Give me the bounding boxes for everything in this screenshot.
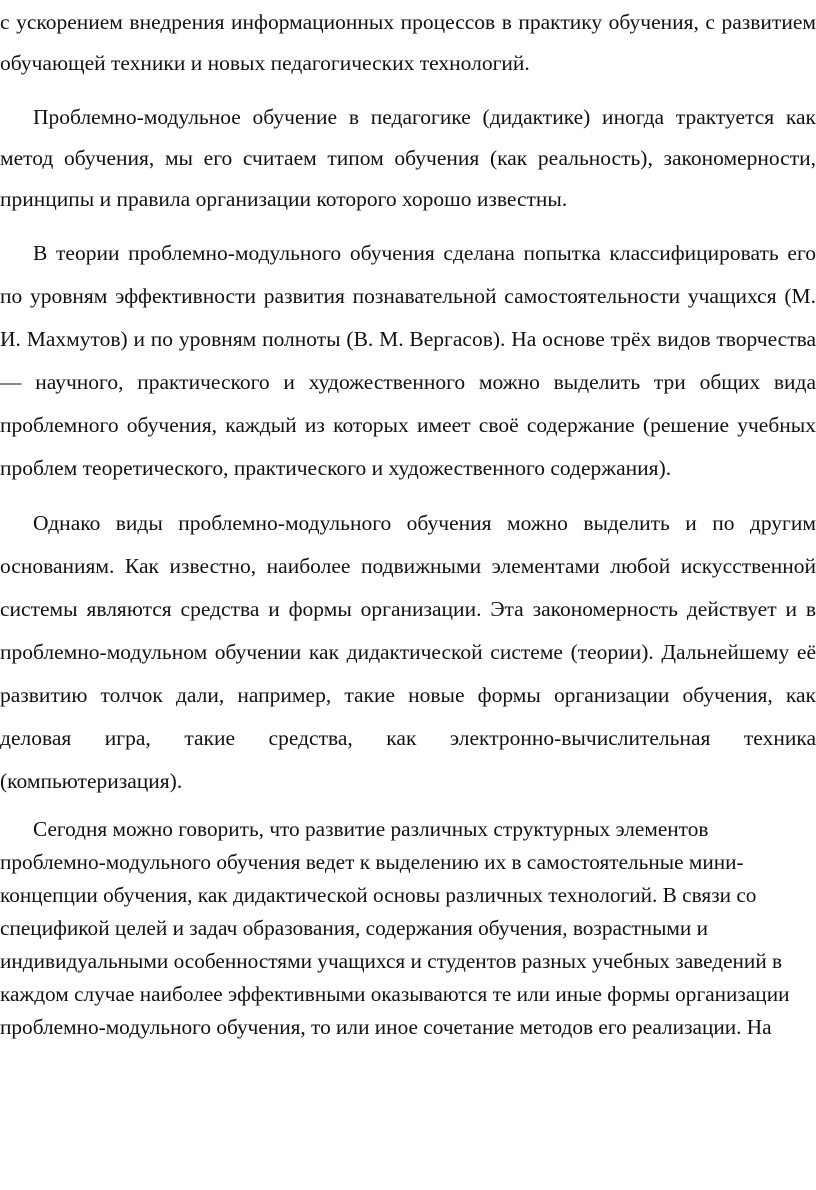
paragraph-5: Сегодня можно говорить, что развитие различных структурных элементов проблемно-модульного обучения ведет к выделению их в самостоятельные мини-концепции обучения, как дидактической основы различных технологий. В связи со спецификой целей и задач образования, содержания обучения, возрастными и индивидуальными особенностями учащихся и студентов разных учебных заведений в каждом случае наиболее эффективными оказываются те или иные формы организации проблемно-модульного обучения, то или иное сочетание методов его реализации. На [0,817,790,1039]
paragraph-1: с ускорением внедрения информационных процессов в практику обучения, с развитием обучающей техники и новых педагогических технологий. [0,10,816,75]
paragraph-4: Однако виды проблемно-модульного обучения можно выделить и по другим основаниям. Как известно, наиболее подвижными элементами любой искусственной системы являются средства и формы организации. Эта закономерность действует и в проблемно-модульном обучении как дидактической системе (теории). Дальнейшему её развитию толчок дали, например, такие новые формы организации обучения, как деловая игра, такие средства, как электронно-вычислительная техника (компьютеризация). [0,511,816,793]
paragraph-3: В теории проблемно-модульного обучения сделана попытка классифицировать его по уровням эффективности развития познавательной самостоятельности учащихся (М. И. Махмутов) и по уровням полноты (В. М. Вергасов). На основе трёх видов творчества — научного, практического и художественного можно выделить три общих вида проблемного обучения, каждый из которых имеет своё содержание (решение учебных проблем теоретического, практического и художественного содержания). [0,241,816,480]
paragraph-2: Проблемно-модульное обучение в педагогике (дидактике) иногда трактуется как метод обучения, мы его считаем типом обучения (как реальность), закономерности, принципы и правила организации которого хорошо известны. [0,105,816,211]
